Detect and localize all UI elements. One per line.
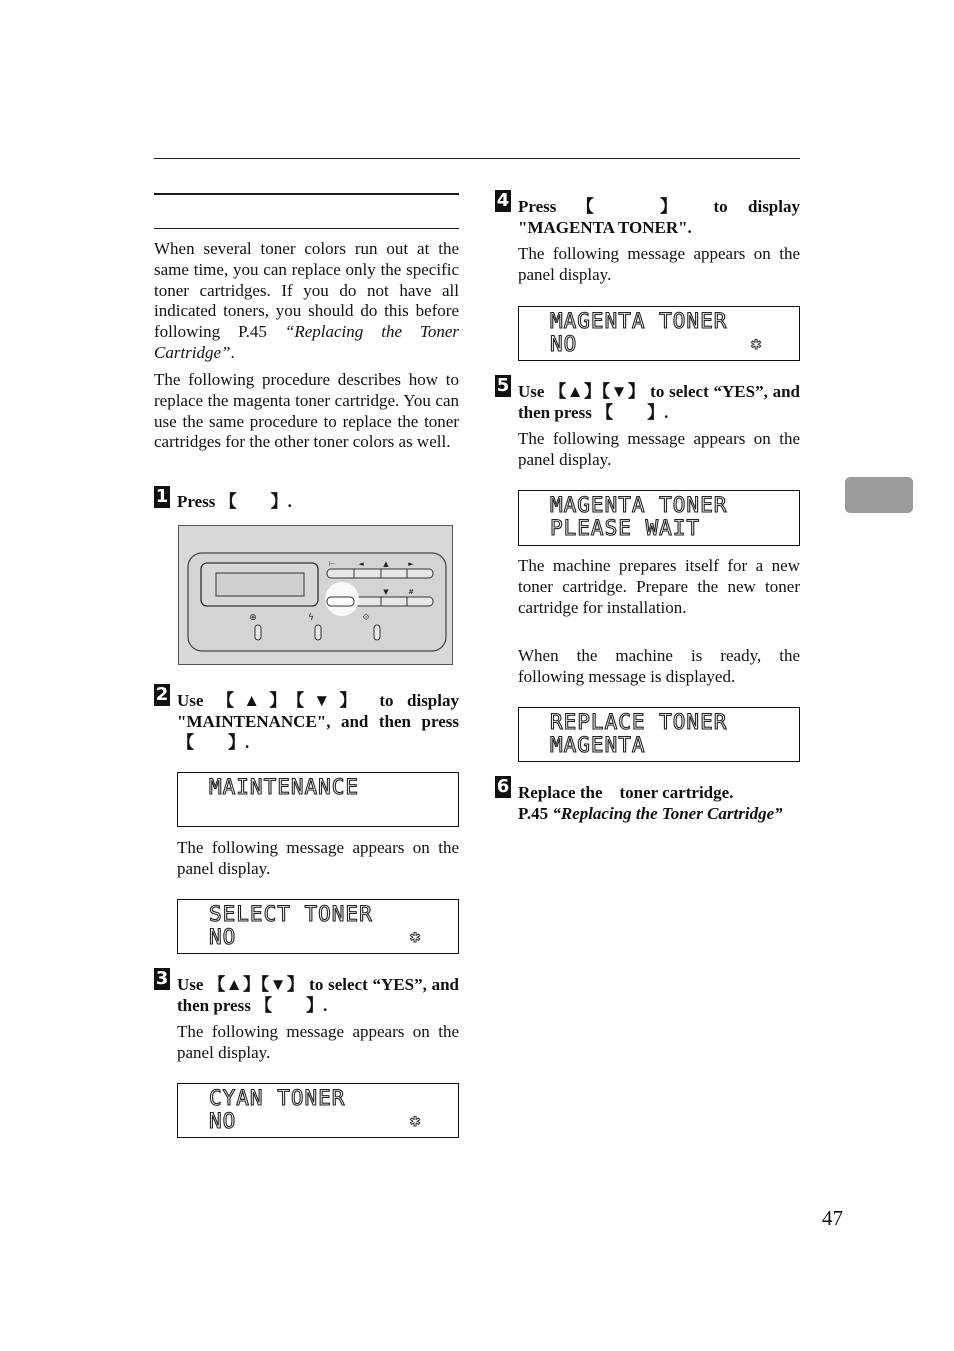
lcd-star-icon: ✱	[410, 1111, 421, 1131]
section-title-top-rule	[154, 193, 459, 195]
header-rule	[154, 158, 800, 159]
control-panel-svg	[178, 525, 453, 665]
message-text-3: The following message appears on the panel display.	[518, 244, 800, 284]
lcd-line-2: MAGENTA	[550, 733, 646, 757]
key-symbol-down: ▼	[383, 588, 389, 596]
panel-display-window	[201, 563, 318, 606]
lcd-line-1: SELECT TONER	[209, 902, 373, 926]
lcd-star-icon: ✱	[410, 927, 421, 947]
intro-p1-end: .	[230, 342, 235, 362]
step-6-instruction: Replace the toner cartridge.	[518, 783, 734, 802]
key-symbol-right: ►	[408, 560, 414, 568]
intro-p1-text: When several toner colors run out at the same time, you can replace only the specific toner cartridges. If you do not have all indicated toners, you should do this before following P.45	[154, 239, 459, 342]
step-number-3: 3	[155, 968, 169, 989]
step-2-text: Use 【▲】【▼】 to display "MAINTENANCE", and then press 【 】.	[177, 691, 459, 753]
section-title-bottom-rule	[154, 228, 459, 229]
indicator-lamp-2	[315, 625, 321, 640]
chapter-tab	[845, 477, 913, 513]
indicator-power-icon: ⊕	[249, 613, 257, 623]
step-3-text: Use 【▲】【▼】 to select “YES”, and then press 【 】.	[177, 975, 459, 1016]
lcd-magenta-please-wait	[518, 490, 800, 546]
lcd-maintenance	[177, 772, 459, 827]
step-5-text: Use 【▲】【▼】 to select “YES”, and then press 【 】.	[518, 382, 800, 423]
key-symbol-enter: #	[408, 588, 414, 596]
step-number-4: 4	[496, 190, 510, 211]
step-1-text: Press 【 】.	[177, 492, 292, 511]
lcd-line-1: MAINTENANCE	[209, 775, 360, 799]
step-number-2: 2	[155, 684, 169, 705]
step-4-text: Press 【 】 to display "MAGENTA TONER".	[518, 197, 800, 238]
panel-key-row-top	[327, 569, 433, 578]
indicator-lamp-3	[374, 625, 380, 640]
lcd-line-2: NO	[209, 925, 237, 949]
message-text-1: The following message appears on the panel display.	[177, 838, 459, 878]
prepares-paragraph: The machine prepares itself for a new toner cartridge. Prepare the new toner cartridge for installation.	[518, 556, 800, 617]
ready-paragraph: When the machine is ready, the following message is displayed.	[518, 646, 800, 686]
intro-paragraph-2: The following procedure describes how to replace the magenta toner cartridge. You can use the same procedure to replace the toner cartridges for the other toner colors as well.	[154, 370, 459, 452]
lcd-replace-toner	[518, 707, 800, 762]
lcd-line-2: NO	[209, 1109, 237, 1133]
key-symbol-left: ◄	[358, 560, 364, 568]
key-symbol-menu: ⊢	[328, 560, 336, 568]
indicator-error-icon: ϟ	[308, 613, 314, 623]
indicator-lamp-1	[255, 625, 261, 640]
intro-paragraph-1	[154, 239, 459, 364]
message-text-4: The following message appears on the panel display.	[518, 429, 800, 469]
lcd-line-2: NO	[550, 332, 578, 356]
lcd-line-1: REPLACE TONER	[550, 710, 728, 734]
page-number: 47	[822, 1206, 843, 1230]
step-number-5: 5	[496, 375, 510, 396]
lcd-select-toner	[177, 899, 459, 954]
indicator-data-icon: ⟐	[362, 613, 370, 623]
lcd-line-2: PLEASE WAIT	[550, 516, 701, 540]
step-number-6: 6	[496, 776, 510, 797]
intro-p1-reference[interactable]: “Replacing the Toner Cartridge”	[154, 322, 460, 362]
lcd-line-1: CYAN TONER	[209, 1086, 346, 1110]
step-6-reference-link[interactable]: “Replacing the Toner Cartridge”	[552, 804, 783, 824]
control-panel-illustration	[178, 525, 453, 665]
step-number-1: 1	[155, 486, 169, 507]
lcd-cyan-toner	[177, 1083, 459, 1138]
step-6-ref-page: P.45	[518, 804, 549, 824]
lcd-magenta-toner	[518, 306, 800, 361]
lcd-line-1: MAGENTA TONER	[550, 493, 728, 517]
message-text-2: The following message appears on the panel display.	[177, 1022, 459, 1062]
lcd-star-icon: ✱	[751, 334, 762, 354]
key-symbol-up: ▲	[383, 560, 389, 568]
lcd-line-1: MAGENTA TONER	[550, 309, 728, 333]
step-6-text	[518, 782, 800, 824]
